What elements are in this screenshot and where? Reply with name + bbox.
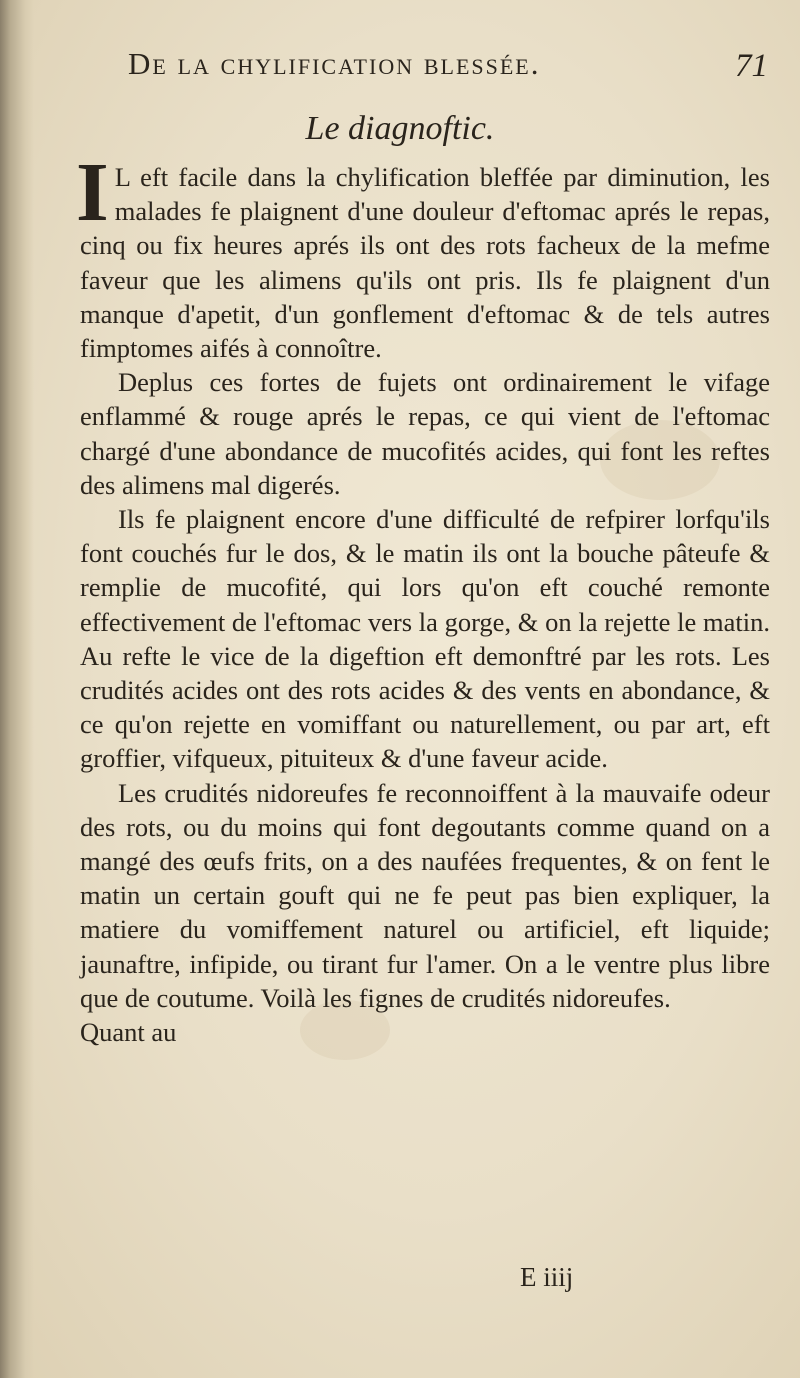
signature-mark: E iiij (520, 1262, 574, 1292)
binding-edge (0, 0, 34, 1378)
section-title: Le diagnoftic. (305, 110, 495, 147)
catchword: Quant au (80, 1017, 177, 1048)
page-header (128, 46, 768, 96)
paragraph-2: Deplus ces fortes de fujets ont ordinairement le vifage enflammé & rouge aprés le repas, ce qui vient de l'eftomac chargé d'une abondance de mucofités acides, qui font les reftes des alimens mal digerés. (80, 367, 770, 500)
drop-cap: I (76, 146, 109, 239)
paragraph-1-text: L eft facile dans la chylification bleffée par diminution, les malades fe plaignent d'une douleur d'eftomac aprés le repas, cinq ou fix heures aprés ils ont des rots facheux de la mefme faveur que les alimens qu'ils ont pris. Ils fe plaignent d'un manque d'apetit, d'un gonflement d'eftomac & de tels autres fimptomes aifés à connoître. (80, 162, 770, 364)
paragraph-1 (76, 146, 770, 365)
running-head: De la chylification blessée. (128, 46, 541, 81)
body-text (76, 146, 770, 1049)
paragraph-4: Les crudités nidoreufes fe reconnoiffent à la mauvaife odeur des rots, ou du moins qui font degoutants comme quand on a mangé des œufs frits, on a des naufées frequentes, & on fent le matin un certain gouft qui ne fe peut pas bien expliquer, la matiere du vomiffement naturel ou artificiel, eft liquide; jaunaftre, infipide, ou tirant fur l'amer. On a le ventre plus libre que de coutume. Voilà les fignes de crudités nidoreufes. (80, 777, 770, 1013)
page-number: 71 (735, 48, 768, 84)
paragraph-3: Ils fe plaignent encore d'une difficulté de refpirer lorfqu'ils font couchés fur le dos, & le matin ils ont la bouche pâteufe & remplie de mucofité, qui lors qu'on eft couché remonte effectivement de l'eftomac vers la gorge, & on la rejette le matin. Au refte le vice de la digeftion eft demonftré par les rots. Les crudités acides ont des rots acides & des vents en abondance, & ce qu'on rejette en vomiffant ou naturellement, ou par art, eft groffier, vifqueux, pituiteux & d'une faveur acide. (80, 504, 770, 774)
